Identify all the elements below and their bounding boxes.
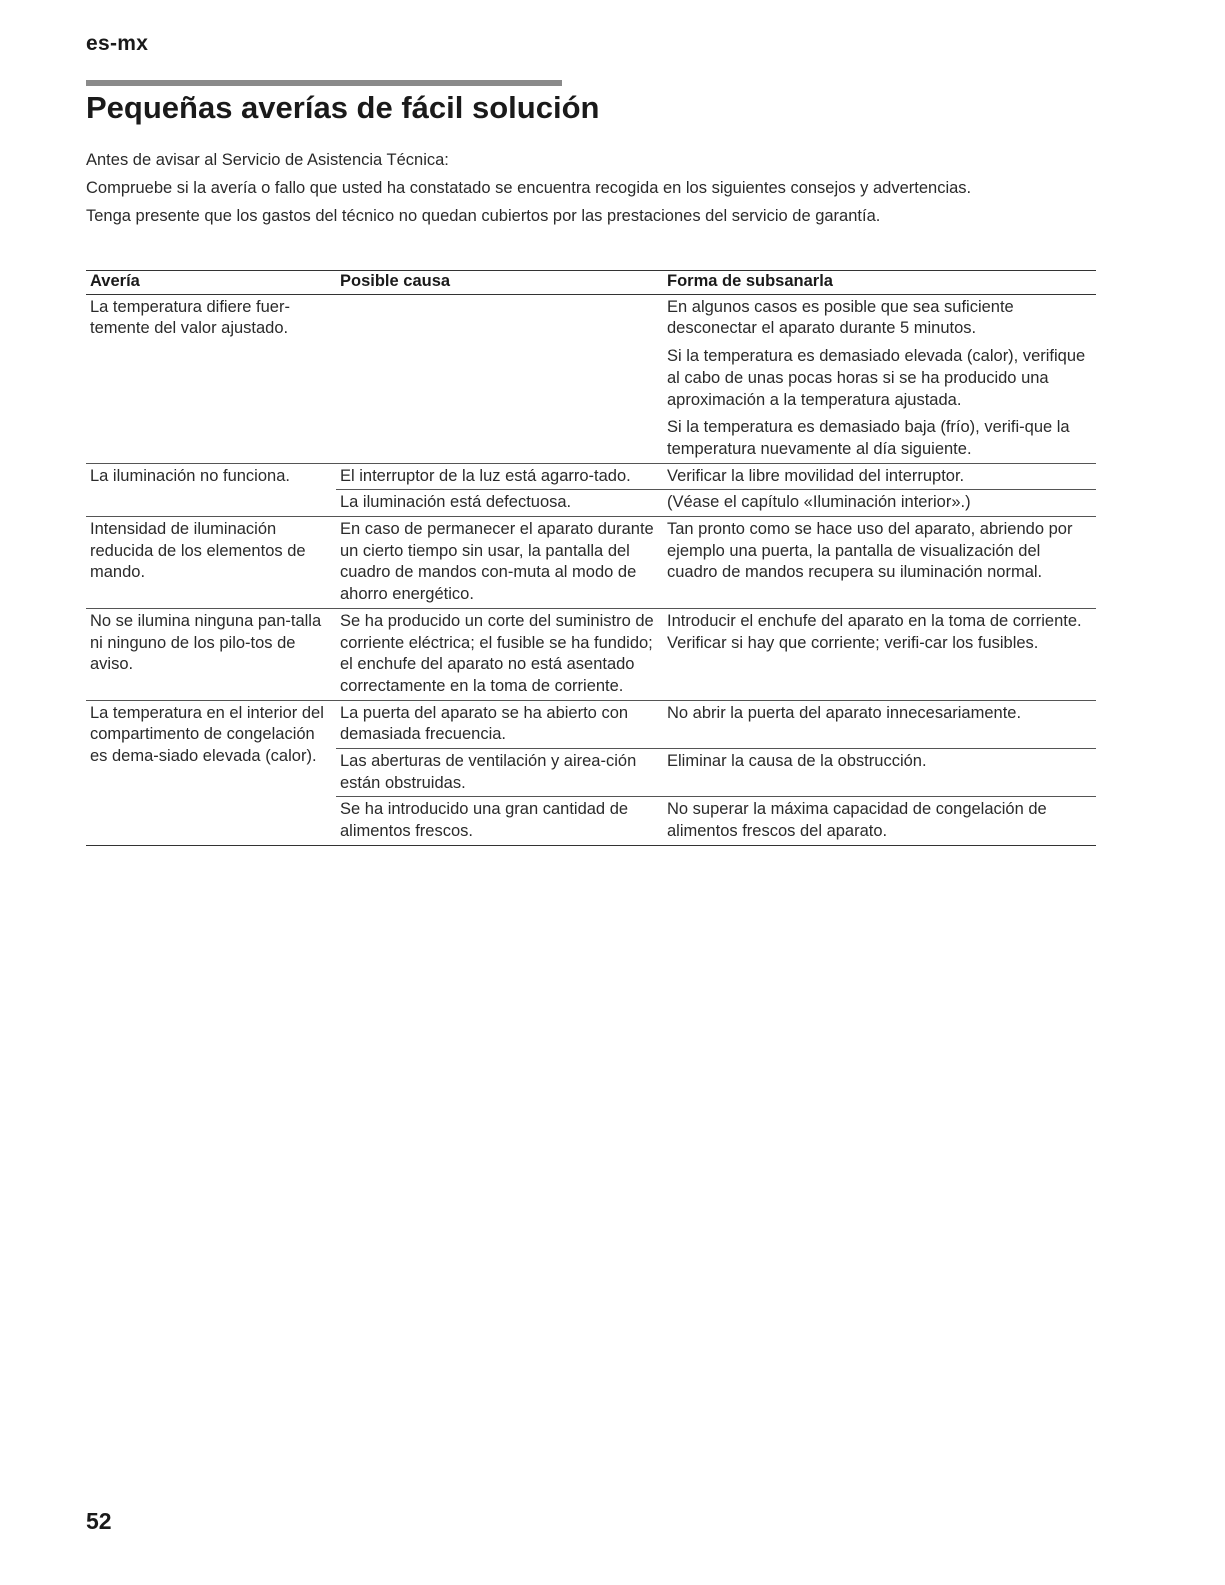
cause-cell: La puerta del aparato se ha abierto con demasiada frecuencia. — [336, 700, 663, 748]
remedy-cell: Tan pronto como se hace uso del aparato, abriendo por ejemplo una puerta, la pantalla de visualización del cuadro de mandos recupera su iluminación normal. — [663, 517, 1096, 609]
fault-cell: La temperatura en el interior del compartimento de congelación es dema-siado elevada (calor). — [86, 700, 336, 845]
intro-paragraph: Antes de avisar al Servicio de Asistencia Técnica: — [86, 151, 449, 169]
page-number: 52 — [86, 1508, 112, 1534]
remedy-cell: No abrir la puerta del aparato innecesariamente. — [663, 700, 1096, 748]
table-row — [86, 463, 1096, 490]
intro-paragraph: Compruebe si la avería o fallo que usted ha constatado se encuentra recogida en los siguientes consejos y advertencias. — [86, 179, 972, 197]
table-header-row — [86, 271, 1096, 295]
cause-cell — [336, 294, 663, 463]
cause-cell: Las aberturas de ventilación y airea-ción están obstruidas. — [336, 749, 663, 797]
cause-cell: En caso de permanecer el aparato durante un cierto tiempo sin usar, la pantalla del cuadro de mandos con-muta al modo de ahorro energético. — [336, 517, 663, 609]
column-header-remedy: Forma de subsanarla — [663, 271, 1096, 295]
language-code: es-mx — [86, 32, 149, 55]
intro-paragraph: Tenga presente que los gastos del técnico no quedan cubiertos por las prestaciones del servicio de garantía. — [86, 207, 881, 225]
intro-text — [86, 150, 1096, 234]
remedy-paragraph: En algunos casos es posible que sea suficiente desconectar el aparato durante 5 minutos. — [667, 297, 1014, 338]
cause-cell: La iluminación está defectuosa. — [336, 490, 663, 517]
cause-cell: El interruptor de la luz está agarro-tado. — [336, 463, 663, 490]
cause-cell: Se ha introducido una gran cantidad de alimentos frescos. — [336, 797, 663, 845]
table-row — [86, 517, 1096, 609]
table-row — [86, 608, 1096, 700]
remedy-cell: (Véase el capítulo «Iluminación interior».) — [663, 490, 1096, 517]
troubleshooting-table — [86, 270, 1096, 846]
remedy-cell — [663, 294, 1096, 463]
page-title: Pequeñas averías de fácil solución — [86, 90, 600, 125]
remedy-paragraph: Si la temperatura es demasiado elevada (calor), verifique al cabo de unas pocas horas si se ha producido una aproximación a la temperatura ajustada. — [667, 347, 1086, 409]
column-header-fault: Avería — [86, 271, 336, 295]
remedy-cell: Introducir el enchufe del aparato en la toma de corriente. Verificar si hay que corriente; verifi-car los fusibles. — [663, 608, 1096, 700]
fault-cell: Intensidad de iluminación reducida de los elementos de mando. — [86, 517, 336, 609]
title-rule — [86, 80, 562, 86]
column-header-cause: Posible causa — [336, 271, 663, 295]
fault-cell: La iluminación no funciona. — [86, 463, 336, 516]
cause-cell: Se ha producido un corte del suministro de corriente eléctrica; el fusible se ha fundido; el enchufe del aparato no está asentado correctamente en la toma de corriente. — [336, 608, 663, 700]
fault-cell: La temperatura difiere fuer-temente del valor ajustado. — [86, 294, 336, 463]
remedy-cell: No superar la máxima capacidad de congelación de alimentos frescos del aparato. — [663, 797, 1096, 845]
table-row — [86, 700, 1096, 748]
fault-cell: No se ilumina ninguna pan-talla ni ninguno de los pilo-tos de aviso. — [86, 608, 336, 700]
remedy-paragraph: Si la temperatura es demasiado baja (frío), verifi-que la temperatura nuevamente al día siguiente. — [667, 418, 1070, 458]
remedy-cell: Verificar la libre movilidad del interruptor. — [663, 463, 1096, 490]
remedy-cell: Eliminar la causa de la obstrucción. — [663, 749, 1096, 797]
table-row — [86, 294, 1096, 463]
